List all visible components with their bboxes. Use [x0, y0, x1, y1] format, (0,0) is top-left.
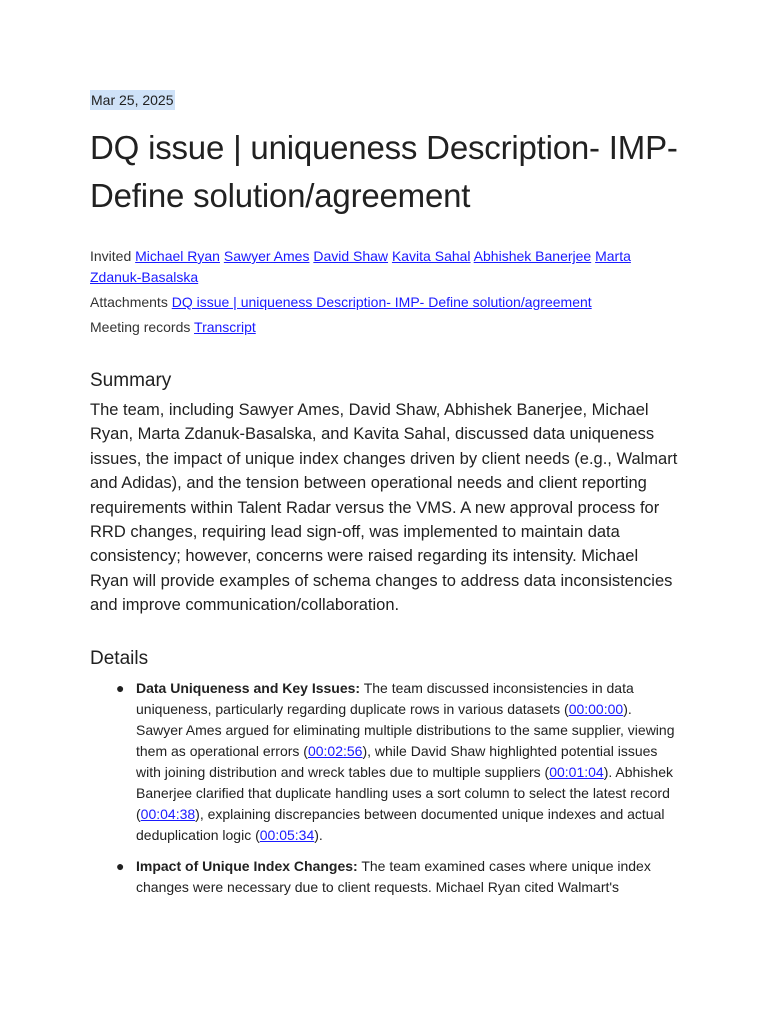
- item-text: ). Sawyer Ames argued for eliminating multiple distributions to the same supplier, viewing them as operational errors (: [136, 700, 675, 759]
- meeting-records-label: Meeting records: [90, 319, 191, 335]
- item-text: The team discussed inconsistencies in data uniqueness, particularly regarding duplicate rows in various datasets (: [136, 679, 634, 717]
- attachments-label: Attachments: [90, 294, 168, 310]
- transcript-link[interactable]: Transcript: [194, 319, 256, 335]
- bullet-icon: ●: [116, 679, 125, 696]
- page-title: DQ issue | uniqueness Description- IMP- Define solution/agreement: [90, 129, 678, 214]
- invitee-link[interactable]: Kavita Sahal: [391, 248, 471, 264]
- attachments-row: [90, 292, 680, 313]
- item-text: ). Abhishek Banerjee clarified that duplicate handling uses a sort column to select the latest record (: [136, 763, 673, 822]
- date-highlight: Mar 25, 2025: [91, 92, 174, 108]
- invitee-link[interactable]: Marta Zdanuk-Basalska: [90, 248, 631, 285]
- list-item: [116, 678, 680, 846]
- summary-text: The team, including Sawyer Ames, David Shaw, Abhishek Banerjee, Michael Ryan, Marta Zdanuk-Basalska, and Kavita Sahal, discussed data uniqueness issues, the impact of unique index changes driven by client needs (e.g., Walmart and Adidas), and the tension between operational needs and client reporting requirements within Talent Radar versus the VMS. A new approval process for RRD changes, requiring lead sign-off, was implemented to maintain data consistency; however, concerns were raised regarding its intensity. Michael Ryan will provide examples of schema changes to address data inconsistencies and improve communication/collaboration.: [90, 401, 678, 615]
- invitee-link[interactable]: Michael Ryan: [135, 248, 220, 264]
- timestamp-link[interactable]: 00:04:38: [140, 805, 196, 822]
- meeting-meta: [90, 246, 680, 338]
- invitee-link[interactable]: Sawyer Ames: [223, 248, 310, 264]
- meeting-records-row: [90, 317, 680, 338]
- invitee-link[interactable]: Abhishek Banerjee: [473, 248, 592, 264]
- details-heading: Details: [90, 647, 149, 669]
- summary-heading: Summary: [90, 370, 172, 391]
- bullet-icon: ●: [116, 857, 125, 874]
- timestamp-link[interactable]: 00:00:00: [568, 700, 624, 717]
- item-title: Data Uniqueness and Key Issues:: [136, 679, 361, 696]
- invited-row: [90, 246, 680, 288]
- invitee-link[interactable]: David Shaw: [313, 248, 389, 264]
- timestamp-link[interactable]: 00:05:34: [259, 826, 315, 843]
- item-text: ), while David Shaw highlighted potential issues with joining distribution and wreck tables due to multiple suppliers (: [136, 742, 658, 780]
- item-text: The team examined cases where unique index changes were necessary due to client requests. Michael Ryan cited Walmart's: [136, 857, 651, 895]
- item-text: ).: [314, 826, 323, 843]
- document-page: [90, 90, 680, 908]
- timestamp-link[interactable]: 00:02:56: [307, 742, 363, 759]
- attachment-link[interactable]: DQ issue | uniqueness Description- IMP- Define solution/agreement: [171, 294, 592, 310]
- item-title: Impact of Unique Index Changes:: [136, 857, 358, 874]
- item-text: ), explaining discrepancies between documented unique indexes and actual deduplication logic (: [136, 805, 665, 843]
- details-list: [90, 678, 680, 898]
- invited-label: Invited: [90, 248, 132, 264]
- meeting-date: [90, 90, 680, 110]
- timestamp-link[interactable]: 00:01:04: [549, 763, 604, 780]
- list-item: [116, 856, 680, 898]
